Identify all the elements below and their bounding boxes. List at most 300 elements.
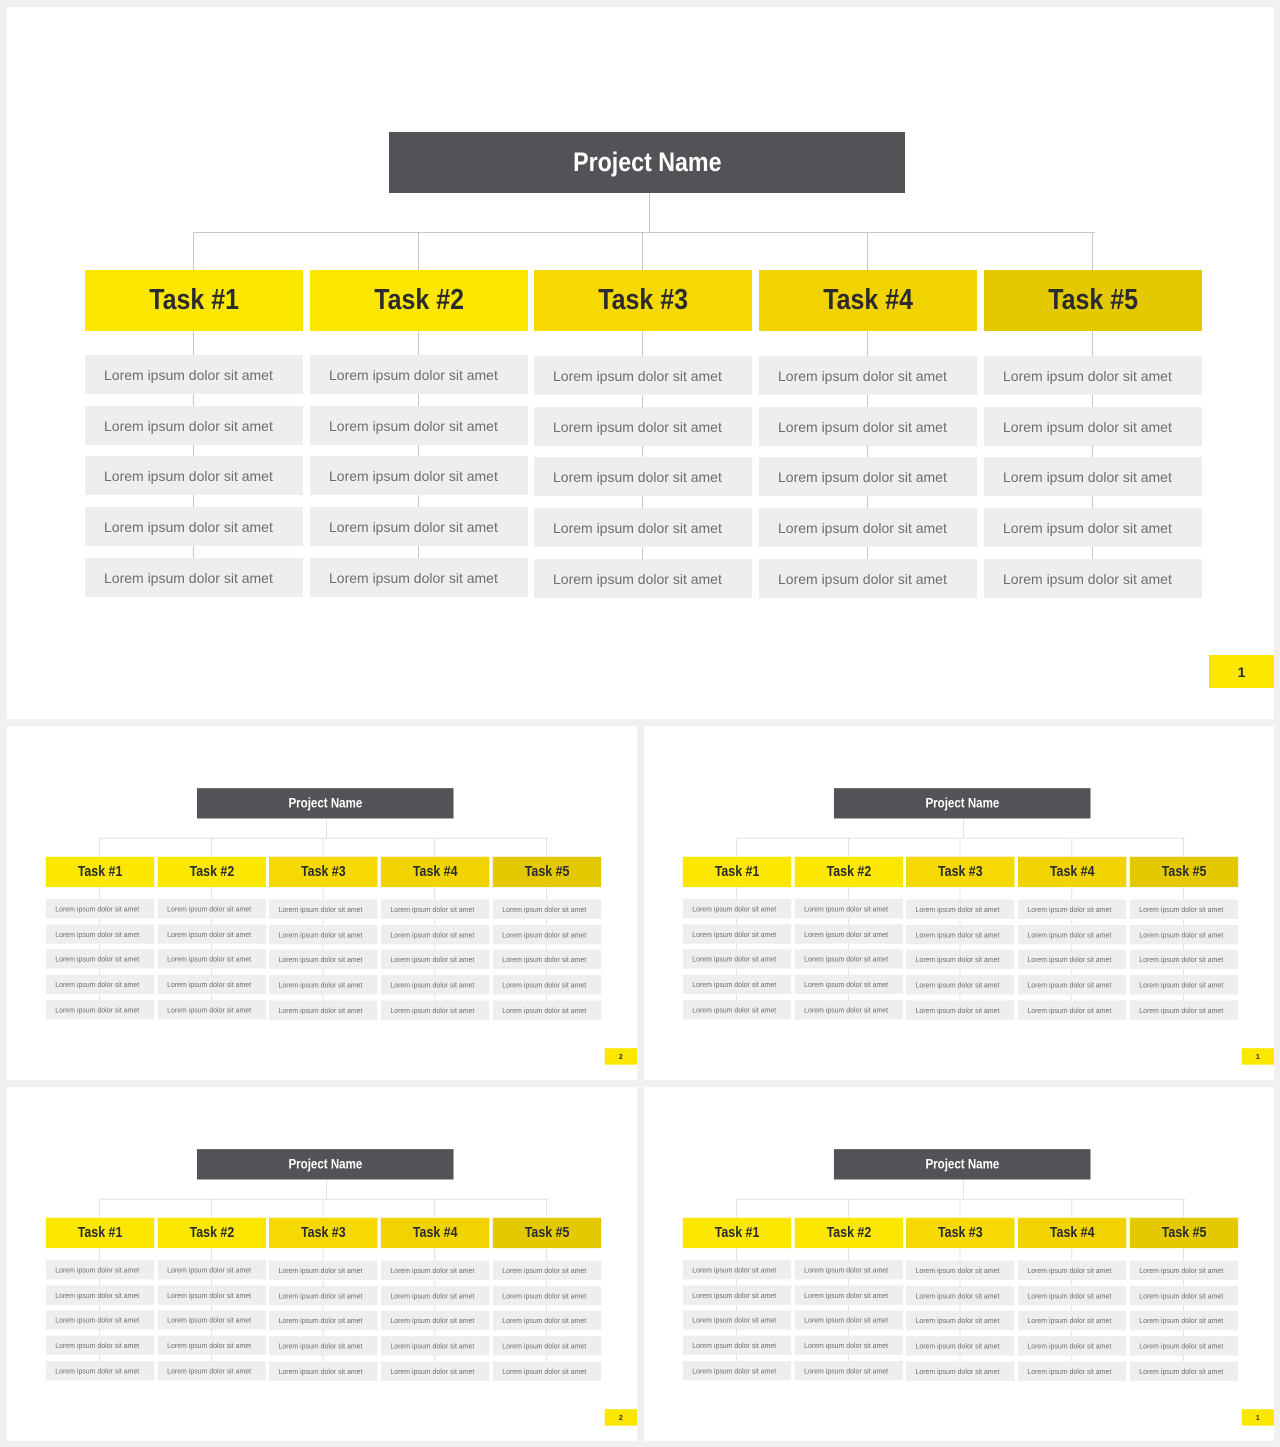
task-column	[269, 857, 377, 1021]
task-item-text: Lorem ipsum dolor sit amet	[502, 905, 587, 914]
task-column	[158, 1218, 266, 1382]
task-item	[493, 925, 601, 944]
task-item	[381, 1000, 489, 1019]
connector-branch	[867, 232, 868, 270]
task-item	[1018, 925, 1126, 944]
task-header	[158, 857, 266, 887]
task-item-text: Lorem ipsum dolor sit amet	[915, 955, 1000, 964]
task-column	[906, 857, 1014, 1021]
task-item	[1130, 1261, 1238, 1280]
task-label: Task #5	[524, 863, 570, 880]
task-label: Task #3	[937, 863, 983, 880]
task-item-text: Lorem ipsum dolor sit amet	[915, 1341, 1000, 1350]
task-item-text: Lorem ipsum dolor sit amet	[1003, 468, 1172, 485]
task-item	[310, 456, 528, 495]
task-item	[759, 508, 977, 547]
task-item	[310, 558, 528, 597]
task-item	[906, 1311, 1014, 1330]
task-item	[269, 900, 377, 919]
task-item	[1130, 1361, 1238, 1380]
task-item-text: Lorem ipsum dolor sit amet	[1139, 1266, 1224, 1275]
task-label: Task #1	[714, 863, 760, 880]
task-item-text: Lorem ipsum dolor sit amet	[1139, 1367, 1224, 1376]
task-item	[1018, 1336, 1126, 1355]
task-item	[683, 975, 791, 994]
task-item-text: Lorem ipsum dolor sit amet	[390, 930, 475, 939]
task-item	[1018, 1000, 1126, 1019]
task-header	[1018, 1218, 1126, 1248]
task-label: Task #2	[189, 863, 235, 880]
task-item-text: Lorem ipsum dolor sit amet	[915, 930, 1000, 939]
task-item	[683, 1336, 791, 1355]
task-header	[759, 270, 977, 331]
task-item-text: Lorem ipsum dolor sit amet	[167, 980, 252, 989]
task-item	[381, 925, 489, 944]
task-item	[1130, 1286, 1238, 1305]
task-item-text: Lorem ipsum dolor sit amet	[55, 1291, 140, 1300]
task-label: Task #4	[412, 1224, 458, 1241]
task-item	[310, 355, 528, 394]
page-number: 1	[1255, 1413, 1260, 1422]
task-item-text: Lorem ipsum dolor sit amet	[778, 519, 947, 536]
task-item-text: Lorem ipsum dolor sit amet	[692, 904, 777, 913]
connector-horizontal	[193, 232, 1095, 233]
task-item	[1018, 1286, 1126, 1305]
task-item	[269, 950, 377, 969]
task-column	[1018, 857, 1126, 1021]
task-item	[1130, 925, 1238, 944]
task-label: Task #1	[77, 863, 123, 880]
task-item	[683, 949, 791, 968]
connector-branch	[418, 232, 419, 270]
task-item-text: Lorem ipsum dolor sit amet	[1139, 955, 1224, 964]
task-item-text: Lorem ipsum dolor sit amet	[104, 569, 273, 586]
task-item-text: Lorem ipsum dolor sit amet	[502, 930, 587, 939]
task-item	[683, 899, 791, 918]
task-column	[1018, 1218, 1126, 1382]
task-item	[984, 407, 1202, 446]
task-column	[493, 1218, 601, 1382]
task-item	[1130, 1311, 1238, 1330]
task-item-text: Lorem ipsum dolor sit amet	[692, 1291, 777, 1300]
task-label: Task #3	[300, 1224, 346, 1241]
task-item	[683, 924, 791, 943]
task-item-text: Lorem ipsum dolor sit amet	[553, 468, 722, 485]
task-item-text: Lorem ipsum dolor sit amet	[778, 418, 947, 435]
page-number-badge	[1242, 1409, 1274, 1425]
task-item-text: Lorem ipsum dolor sit amet	[1139, 1291, 1224, 1300]
task-item-text: Lorem ipsum dolor sit amet	[502, 955, 587, 964]
task-item	[46, 924, 154, 943]
task-header	[906, 857, 1014, 887]
task-item	[158, 1336, 266, 1355]
task-label: Task #3	[300, 863, 346, 880]
task-item-text: Lorem ipsum dolor sit amet	[502, 1367, 587, 1376]
task-label: Task #4	[1049, 863, 1095, 880]
task-item-text: Lorem ipsum dolor sit amet	[1027, 1316, 1112, 1325]
task-item-text: Lorem ipsum dolor sit amet	[55, 1315, 140, 1324]
task-item	[534, 559, 752, 598]
task-item	[85, 406, 303, 445]
task-item-text: Lorem ipsum dolor sit amet	[1027, 905, 1112, 914]
task-item	[906, 1286, 1014, 1305]
task-item-text: Lorem ipsum dolor sit amet	[55, 980, 140, 989]
task-item	[683, 1361, 791, 1380]
task-item	[493, 975, 601, 994]
task-column	[795, 857, 903, 1021]
task-item	[795, 1000, 903, 1019]
task-item-text: Lorem ipsum dolor sit amet	[390, 905, 475, 914]
task-item	[534, 356, 752, 395]
task-column	[683, 857, 791, 1021]
task-column	[795, 1218, 903, 1382]
task-column	[46, 857, 154, 1021]
task-header	[795, 1218, 903, 1248]
task-item	[683, 1260, 791, 1279]
task-item	[493, 1336, 601, 1355]
task-header	[795, 857, 903, 887]
task-item	[269, 925, 377, 944]
task-item-text: Lorem ipsum dolor sit amet	[804, 1291, 889, 1300]
task-item-text: Lorem ipsum dolor sit amet	[390, 1266, 475, 1275]
task-item	[381, 1311, 489, 1330]
project-name-box	[834, 1149, 1091, 1179]
task-item	[381, 1336, 489, 1355]
task-item-text: Lorem ipsum dolor sit amet	[502, 1266, 587, 1275]
task-item-text: Lorem ipsum dolor sit amet	[55, 1366, 140, 1375]
task-item	[795, 899, 903, 918]
task-item	[795, 1310, 903, 1329]
task-item	[269, 1336, 377, 1355]
task-item	[795, 975, 903, 994]
task-item	[381, 900, 489, 919]
task-item	[984, 559, 1202, 598]
task-column	[269, 1218, 377, 1382]
task-item	[795, 1285, 903, 1304]
task-label: Task #1	[714, 1224, 760, 1241]
task-item-text: Lorem ipsum dolor sit amet	[1027, 1291, 1112, 1300]
slide-canvas	[7, 1087, 637, 1441]
task-item-text: Lorem ipsum dolor sit amet	[804, 1265, 889, 1274]
task-item	[269, 975, 377, 994]
project-name: Project Name	[288, 1156, 363, 1172]
task-item-text: Lorem ipsum dolor sit amet	[1139, 905, 1224, 914]
task-item-text: Lorem ipsum dolor sit amet	[329, 518, 498, 535]
task-item-text: Lorem ipsum dolor sit amet	[55, 1341, 140, 1350]
task-header	[493, 1218, 601, 1248]
task-item-text: Lorem ipsum dolor sit amet	[278, 905, 363, 914]
task-header	[1130, 1218, 1238, 1248]
task-item	[46, 1285, 154, 1304]
task-item-text: Lorem ipsum dolor sit amet	[104, 366, 273, 383]
task-item-text: Lorem ipsum dolor sit amet	[804, 1341, 889, 1350]
task-item	[493, 1261, 601, 1280]
task-item-text: Lorem ipsum dolor sit amet	[1139, 1341, 1224, 1350]
task-item-text: Lorem ipsum dolor sit amet	[278, 1006, 363, 1015]
task-item-text: Lorem ipsum dolor sit amet	[1027, 1266, 1112, 1275]
task-header	[46, 857, 154, 887]
task-item-text: Lorem ipsum dolor sit amet	[278, 1266, 363, 1275]
task-label: Task #5	[1161, 863, 1207, 880]
task-item	[759, 407, 977, 446]
task-item	[534, 508, 752, 547]
task-item-text: Lorem ipsum dolor sit amet	[390, 1367, 475, 1376]
slide-thumbnail[interactable]	[644, 1087, 1274, 1441]
task-item-text: Lorem ipsum dolor sit amet	[390, 1341, 475, 1350]
page-number: 2	[618, 1052, 623, 1061]
task-item	[310, 406, 528, 445]
task-item-text: Lorem ipsum dolor sit amet	[1003, 519, 1172, 536]
task-item-text: Lorem ipsum dolor sit amet	[278, 980, 363, 989]
task-item-text: Lorem ipsum dolor sit amet	[553, 570, 722, 587]
task-header	[158, 1218, 266, 1248]
task-item-text: Lorem ipsum dolor sit amet	[278, 955, 363, 964]
task-label: Task #1	[77, 1224, 123, 1241]
task-item-text: Lorem ipsum dolor sit amet	[1027, 1367, 1112, 1376]
task-label: Task #4	[412, 863, 458, 880]
project-name: Project Name	[925, 1156, 1000, 1172]
task-header	[493, 857, 601, 887]
task-item-text: Lorem ipsum dolor sit amet	[104, 417, 273, 434]
task-item-text: Lorem ipsum dolor sit amet	[553, 367, 722, 384]
task-column	[493, 857, 601, 1021]
task-item-text: Lorem ipsum dolor sit amet	[692, 1005, 777, 1014]
task-item	[158, 975, 266, 994]
task-label: Task #3	[937, 1224, 983, 1241]
task-item	[906, 950, 1014, 969]
task-item	[1130, 950, 1238, 969]
task-item	[683, 1000, 791, 1019]
task-item-text: Lorem ipsum dolor sit amet	[167, 1341, 252, 1350]
task-item	[906, 925, 1014, 944]
task-item	[795, 1260, 903, 1279]
slide-canvas	[644, 726, 1274, 1080]
connector-branch	[1092, 232, 1093, 270]
task-item	[158, 1310, 266, 1329]
task-label: Task #5	[1048, 284, 1138, 316]
task-item	[795, 949, 903, 968]
task-column	[85, 270, 303, 600]
task-item-text: Lorem ipsum dolor sit amet	[915, 1006, 1000, 1015]
task-header	[906, 1218, 1014, 1248]
task-item	[269, 1000, 377, 1019]
task-item-text: Lorem ipsum dolor sit amet	[278, 1341, 363, 1350]
task-item	[906, 975, 1014, 994]
task-item	[906, 1000, 1014, 1019]
task-item	[795, 924, 903, 943]
task-item-text: Lorem ipsum dolor sit amet	[804, 930, 889, 939]
task-label: Task #5	[524, 1224, 570, 1241]
task-item-text: Lorem ipsum dolor sit amet	[1003, 418, 1172, 435]
task-item-text: Lorem ipsum dolor sit amet	[55, 930, 140, 939]
task-item-text: Lorem ipsum dolor sit amet	[104, 518, 273, 535]
task-column	[683, 1218, 791, 1382]
task-item	[493, 950, 601, 969]
slide-canvas	[644, 1087, 1274, 1441]
task-item-text: Lorem ipsum dolor sit amet	[1139, 930, 1224, 939]
task-item-text: Lorem ipsum dolor sit amet	[1027, 1006, 1112, 1015]
task-item	[1018, 900, 1126, 919]
task-item-text: Lorem ipsum dolor sit amet	[167, 954, 252, 963]
task-item-text: Lorem ipsum dolor sit amet	[692, 1341, 777, 1350]
task-item-text: Lorem ipsum dolor sit amet	[502, 980, 587, 989]
task-item	[158, 1260, 266, 1279]
task-item	[158, 1361, 266, 1380]
task-label: Task #4	[1049, 1224, 1095, 1241]
task-item	[1018, 1261, 1126, 1280]
task-item-text: Lorem ipsum dolor sit amet	[502, 1291, 587, 1300]
task-item-text: Lorem ipsum dolor sit amet	[915, 1316, 1000, 1325]
task-item	[46, 1310, 154, 1329]
task-item-text: Lorem ipsum dolor sit amet	[390, 1316, 475, 1325]
task-item-text: Lorem ipsum dolor sit amet	[1027, 980, 1112, 989]
page-number-badge	[605, 1409, 637, 1425]
task-label: Task #3	[598, 284, 688, 316]
task-item	[1018, 975, 1126, 994]
task-column	[759, 270, 977, 600]
task-item-text: Lorem ipsum dolor sit amet	[1139, 980, 1224, 989]
task-item	[683, 1285, 791, 1304]
task-item-text: Lorem ipsum dolor sit amet	[915, 980, 1000, 989]
page-number: 2	[618, 1413, 623, 1422]
task-header	[1130, 857, 1238, 887]
task-column	[984, 270, 1202, 600]
project-name: Project Name	[572, 147, 722, 177]
task-item	[85, 558, 303, 597]
task-item	[85, 507, 303, 546]
page-number: 1	[1237, 663, 1246, 680]
task-item-text: Lorem ipsum dolor sit amet	[167, 1315, 252, 1324]
task-item	[46, 975, 154, 994]
task-item-text: Lorem ipsum dolor sit amet	[778, 367, 947, 384]
task-header	[381, 857, 489, 887]
task-item	[534, 457, 752, 496]
task-header	[683, 1218, 791, 1248]
task-item	[1130, 1000, 1238, 1019]
task-item-text: Lorem ipsum dolor sit amet	[915, 1291, 1000, 1300]
task-item-text: Lorem ipsum dolor sit amet	[55, 904, 140, 913]
task-item	[381, 950, 489, 969]
task-item	[269, 1311, 377, 1330]
task-item-text: Lorem ipsum dolor sit amet	[104, 467, 273, 484]
page-number: 1	[1255, 1052, 1260, 1061]
main-slide	[7, 7, 1274, 719]
task-item-text: Lorem ipsum dolor sit amet	[502, 1006, 587, 1015]
slide-thumbnail[interactable]	[7, 1087, 637, 1441]
task-item	[759, 559, 977, 598]
task-item-text: Lorem ipsum dolor sit amet	[167, 930, 252, 939]
task-item-text: Lorem ipsum dolor sit amet	[55, 1265, 140, 1274]
task-header	[984, 270, 1202, 331]
task-column	[158, 857, 266, 1021]
task-item-text: Lorem ipsum dolor sit amet	[778, 468, 947, 485]
task-label: Task #5	[1161, 1224, 1207, 1241]
task-item	[158, 899, 266, 918]
task-item-text: Lorem ipsum dolor sit amet	[804, 980, 889, 989]
task-item	[1130, 900, 1238, 919]
task-item-text: Lorem ipsum dolor sit amet	[804, 954, 889, 963]
task-item-text: Lorem ipsum dolor sit amet	[278, 930, 363, 939]
task-item-text: Lorem ipsum dolor sit amet	[329, 569, 498, 586]
task-item-text: Lorem ipsum dolor sit amet	[804, 1366, 889, 1375]
task-item	[46, 1000, 154, 1019]
task-item-text: Lorem ipsum dolor sit amet	[553, 519, 722, 536]
task-label: Task #1	[149, 284, 239, 316]
task-item	[759, 356, 977, 395]
task-item-text: Lorem ipsum dolor sit amet	[329, 467, 498, 484]
task-item	[795, 1336, 903, 1355]
task-item	[493, 900, 601, 919]
task-item	[534, 407, 752, 446]
slide-thumbnail[interactable]	[644, 726, 1274, 1080]
task-item-text: Lorem ipsum dolor sit amet	[1003, 570, 1172, 587]
task-item	[158, 949, 266, 968]
task-item	[269, 1361, 377, 1380]
task-column	[381, 857, 489, 1021]
task-item-text: Lorem ipsum dolor sit amet	[692, 954, 777, 963]
task-item-text: Lorem ipsum dolor sit amet	[55, 954, 140, 963]
task-label: Task #2	[826, 1224, 872, 1241]
task-item-text: Lorem ipsum dolor sit amet	[390, 1006, 475, 1015]
task-column	[46, 1218, 154, 1382]
task-item-text: Lorem ipsum dolor sit amet	[1027, 955, 1112, 964]
task-item-text: Lorem ipsum dolor sit amet	[167, 1291, 252, 1300]
project-name: Project Name	[288, 795, 363, 811]
project-name-box	[197, 788, 454, 818]
task-item-text: Lorem ipsum dolor sit amet	[167, 904, 252, 913]
connector-branch	[193, 232, 194, 270]
task-label: Task #4	[823, 284, 913, 316]
task-column	[534, 270, 752, 600]
task-item-text: Lorem ipsum dolor sit amet	[167, 1005, 252, 1014]
task-item-text: Lorem ipsum dolor sit amet	[329, 366, 498, 383]
task-header	[534, 270, 752, 331]
project-name-box	[834, 788, 1091, 818]
task-item-text: Lorem ipsum dolor sit amet	[692, 980, 777, 989]
task-item	[759, 457, 977, 496]
project-name-box	[389, 132, 905, 193]
task-item	[984, 508, 1202, 547]
task-item	[381, 1361, 489, 1380]
task-item-text: Lorem ipsum dolor sit amet	[915, 1266, 1000, 1275]
task-item-text: Lorem ipsum dolor sit amet	[692, 1366, 777, 1375]
task-item	[493, 1361, 601, 1380]
task-item	[46, 899, 154, 918]
task-item-text: Lorem ipsum dolor sit amet	[278, 1367, 363, 1376]
task-item	[493, 1311, 601, 1330]
task-item-text: Lorem ipsum dolor sit amet	[804, 1005, 889, 1014]
task-header	[683, 857, 791, 887]
task-header	[1018, 857, 1126, 887]
task-item	[906, 1261, 1014, 1280]
slide-thumbnail[interactable]	[7, 726, 637, 1080]
project-name: Project Name	[925, 795, 1000, 811]
task-column	[906, 1218, 1014, 1382]
task-item	[493, 1286, 601, 1305]
task-item	[46, 1336, 154, 1355]
task-item	[984, 356, 1202, 395]
connector-trunk	[649, 193, 650, 233]
task-item	[310, 507, 528, 546]
task-item	[158, 1285, 266, 1304]
task-header	[46, 1218, 154, 1248]
task-header	[381, 1218, 489, 1248]
page-number-badge	[605, 1048, 637, 1064]
task-item	[269, 1261, 377, 1280]
task-column	[381, 1218, 489, 1382]
task-item-text: Lorem ipsum dolor sit amet	[390, 955, 475, 964]
task-item	[46, 1361, 154, 1380]
